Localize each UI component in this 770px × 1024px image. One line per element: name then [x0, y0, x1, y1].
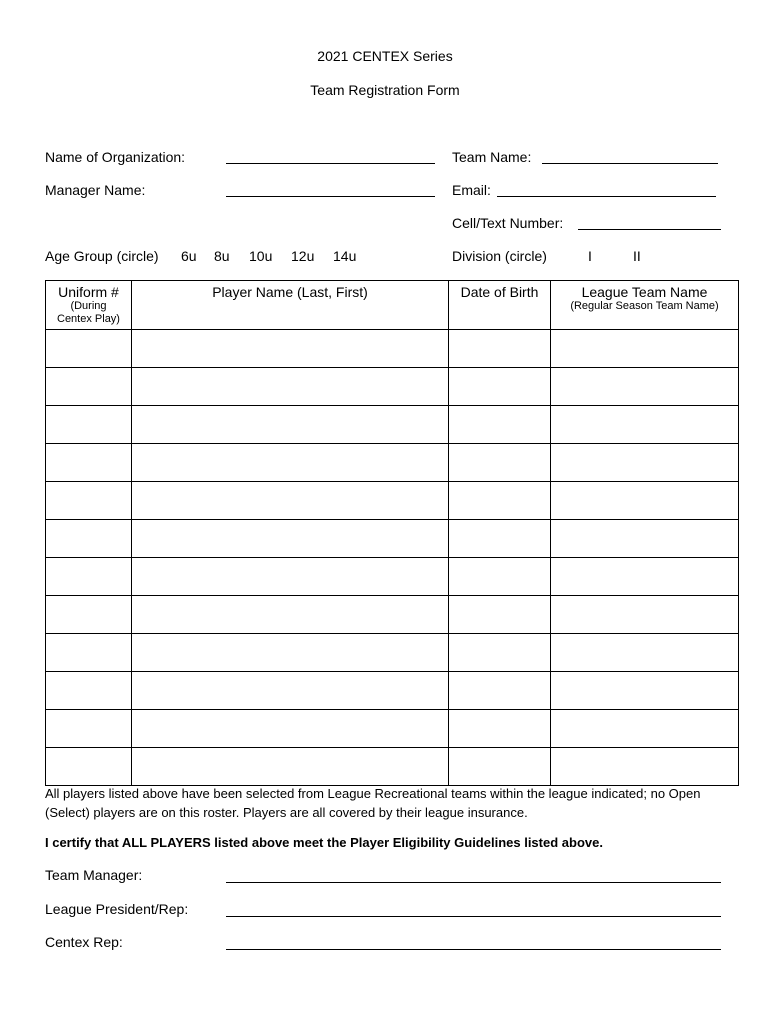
dob-cell[interactable] [449, 520, 551, 558]
dob-cell[interactable] [449, 444, 551, 482]
league-team-cell[interactable] [551, 596, 739, 634]
table-row [46, 634, 739, 672]
eligibility-notice: All players listed above have been selected from League Recreational teams within the league indicated; no Open (Select) players are on this roster. Players are all covered by their league insurance. [45, 786, 701, 820]
player-name-header-label: Player Name (Last, First) [212, 284, 368, 300]
league-team-header-note: (Regular Season Team Name) [570, 300, 719, 312]
certification-statement: I certify that ALL PLAYERS listed above meet the Player Eligibility Guidelines listed above. [45, 835, 603, 850]
player-name-cell[interactable] [132, 444, 449, 482]
table-row [46, 672, 739, 710]
uniform-cell[interactable] [46, 330, 132, 368]
league-team-cell[interactable] [551, 634, 739, 672]
table-row [46, 710, 739, 748]
form-title: Team Registration Form [310, 82, 460, 98]
age-option-12u[interactable]: 12u [291, 248, 315, 264]
uniform-header-label: Uniform # [58, 284, 119, 300]
league-president-signature-field[interactable] [226, 916, 721, 917]
league-team-cell[interactable] [551, 368, 739, 406]
player-name-cell[interactable] [132, 520, 449, 558]
player-name-cell[interactable] [132, 634, 449, 672]
table-row [46, 558, 739, 596]
dob-cell[interactable] [449, 330, 551, 368]
division-option-1[interactable]: I [588, 248, 592, 264]
email-field[interactable] [497, 196, 716, 197]
table-row [46, 520, 739, 558]
dob-cell[interactable] [449, 748, 551, 786]
player-name-cell[interactable] [132, 672, 449, 710]
uniform-cell[interactable] [46, 368, 132, 406]
player-name-cell[interactable] [132, 330, 449, 368]
uniform-cell[interactable] [46, 672, 132, 710]
league-team-header-label: League Team Name [581, 284, 708, 300]
uniform-cell[interactable] [46, 596, 132, 634]
uniform-cell[interactable] [46, 634, 132, 672]
league-team-cell[interactable] [551, 444, 739, 482]
player-name-cell[interactable] [132, 406, 449, 444]
form-series-title: 2021 CENTEX Series [317, 48, 453, 64]
player-name-cell[interactable] [132, 482, 449, 520]
roster-body [46, 330, 739, 786]
team-name-field[interactable] [542, 163, 718, 164]
uniform-cell[interactable] [46, 748, 132, 786]
uniform-cell[interactable] [46, 406, 132, 444]
league-team-cell[interactable] [551, 520, 739, 558]
league-team-cell[interactable] [551, 406, 739, 444]
age-option-6u[interactable]: 6u [181, 248, 197, 264]
cell-field[interactable] [578, 229, 721, 230]
cell-label: Cell/Text Number: [452, 215, 564, 231]
manager-field[interactable] [226, 196, 435, 197]
table-row [46, 330, 739, 368]
email-label: Email: [452, 182, 491, 198]
team-name-label: Team Name: [452, 149, 532, 165]
dob-cell[interactable] [449, 710, 551, 748]
table-row [46, 748, 739, 786]
dob-column-header [449, 281, 551, 330]
table-row [46, 368, 739, 406]
player-name-cell[interactable] [132, 596, 449, 634]
table-row [46, 444, 739, 482]
team-manager-signature-field[interactable] [226, 882, 721, 883]
centex-rep-signature-field[interactable] [226, 949, 721, 950]
dob-header-label: Date of Birth [460, 284, 539, 300]
dob-cell[interactable] [449, 482, 551, 520]
organization-label: Name of Organization: [45, 149, 186, 165]
age-option-14u[interactable]: 14u [333, 248, 357, 264]
dob-cell[interactable] [449, 596, 551, 634]
age-option-10u[interactable]: 10u [249, 248, 273, 264]
table-row [46, 406, 739, 444]
table-row [46, 596, 739, 634]
team-manager-label: Team Manager: [45, 867, 143, 883]
centex-rep-label: Centex Rep: [45, 934, 123, 950]
table-row [46, 482, 739, 520]
league-team-column-header [551, 281, 739, 330]
dob-cell[interactable] [449, 672, 551, 710]
uniform-column-header [46, 281, 132, 330]
player-name-column-header [132, 281, 449, 330]
dob-cell[interactable] [449, 368, 551, 406]
dob-cell[interactable] [449, 406, 551, 444]
organization-field[interactable] [226, 163, 435, 164]
uniform-header-note-2: Centex Play) [57, 313, 120, 325]
league-president-label: League President/Rep: [45, 901, 189, 917]
dob-cell[interactable] [449, 634, 551, 672]
uniform-cell[interactable] [46, 710, 132, 748]
uniform-cell[interactable] [46, 444, 132, 482]
uniform-header-note-1: (During [70, 300, 107, 312]
league-team-cell[interactable] [551, 558, 739, 596]
league-team-cell[interactable] [551, 330, 739, 368]
division-option-2[interactable]: II [633, 248, 641, 264]
dob-cell[interactable] [449, 558, 551, 596]
uniform-cell[interactable] [46, 482, 132, 520]
league-team-cell[interactable] [551, 710, 739, 748]
uniform-cell[interactable] [46, 520, 132, 558]
player-name-cell[interactable] [132, 710, 449, 748]
manager-label: Manager Name: [45, 182, 146, 198]
league-team-cell[interactable] [551, 672, 739, 710]
league-team-cell[interactable] [551, 748, 739, 786]
uniform-cell[interactable] [46, 558, 132, 596]
player-name-cell[interactable] [132, 558, 449, 596]
age-option-8u[interactable]: 8u [214, 248, 230, 264]
age-group-label: Age Group (circle) [45, 248, 159, 264]
roster-header-row [46, 281, 739, 330]
roster-table [45, 280, 739, 786]
player-name-cell[interactable] [132, 368, 449, 406]
player-name-cell[interactable] [132, 748, 449, 786]
division-label: Division (circle) [452, 248, 547, 264]
league-team-cell[interactable] [551, 482, 739, 520]
